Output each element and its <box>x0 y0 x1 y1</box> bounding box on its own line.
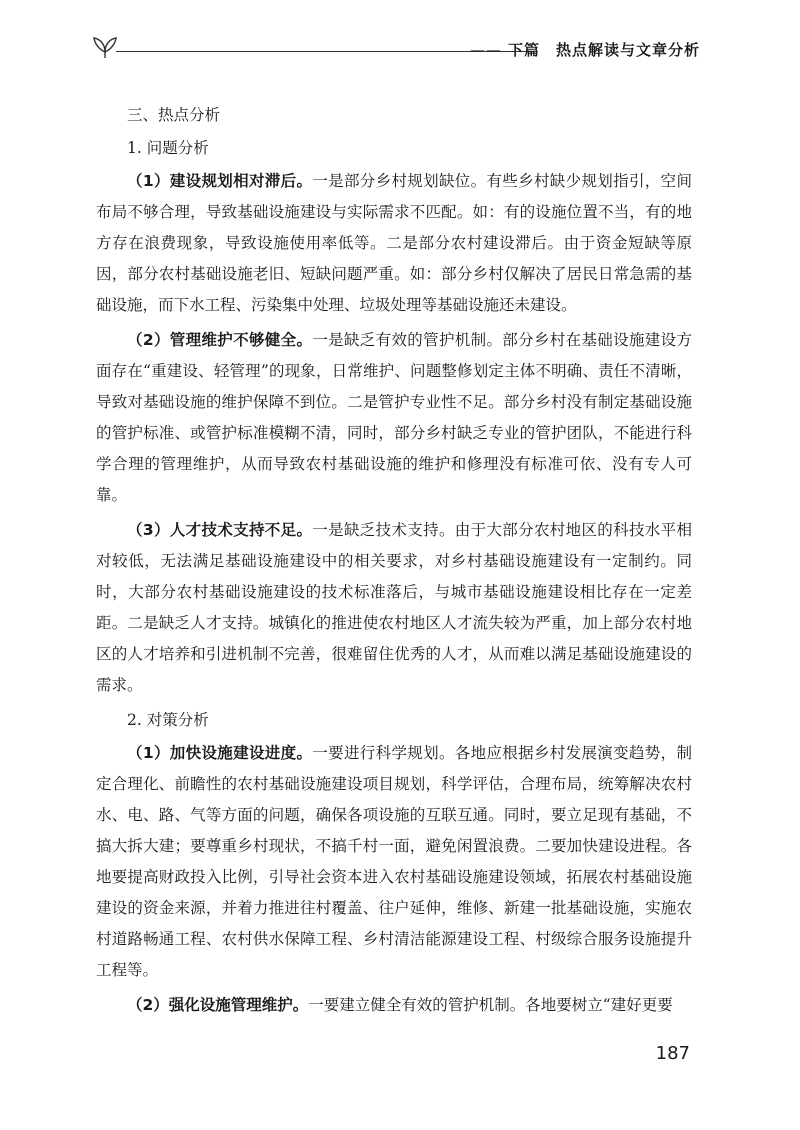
leaf-ornament-icon <box>90 30 120 60</box>
paragraph-maintenance <box>96 325 692 511</box>
header-section-title <box>470 39 700 60</box>
header-dash: —— <box>469 41 502 59</box>
header-section-label: 下篇 热点解读与文章分析 <box>507 41 700 59</box>
paragraph-lead: （1）加快设施建设进度。 <box>127 744 313 762</box>
paragraph-text: 一是缺乏技术支持。由于大部分农村地区的科技水平相对较低，无法满足基础设施建设中的相关要求，对乡村基础设施建设有一定制约。同时，大部分农村基础设施建设的技术标准落后，与城市基础设施建设相比存在一定差距。二是缺乏人才支持。城镇化的推进使农村地区人才流失较为严重，加上部分农村地区的人才培养和引进机制不完善，很难留住优秀的人才，从而难以满足基础设施建设的需求。 <box>96 521 692 694</box>
paragraph-text: 一是部分乡村规划缺位。有些乡村缺少规划指引，空间布局不够合理，导致基础设施建设与实际需求不匹配。如：有的设施位置不当，有的地方存在浪费现象，导致设施使用率低等。二是部分农村建设滞后。由于资金短缺等原因，部分农村基础设施老旧、短缺问题严重。如：部分乡村仅解决了居民日常急需的基础设施，而下水工程、污染集中处理、垃圾处理等基础设施还未建设。 <box>96 172 692 314</box>
paragraph-talent <box>96 515 692 701</box>
paragraph-construction <box>96 738 692 986</box>
paragraph-text: 一要建立健全有效的管护机制。各地要树立“建好更要 <box>308 996 673 1014</box>
section-title: 三、热点分析 <box>127 106 221 124</box>
paragraph-management <box>96 990 692 1021</box>
paragraph-text: 一是缺乏有效的管护机制。部分乡村在基础设施建设方面存在“重建设、轻管理”的现象，日常维护、问题整修划定主体不明确、责任不清晰，导致对基础设施的维护保障不到位。二是管护专业性不足。部分乡村没有制定基础设施的管护标准、或管护标准模糊不清，同时，部分乡村缺乏专业的管护团队，不能进行科学合理的管理维护，从而导致农村基础设施的维护和修理没有标准可依、没有专人可靠。 <box>96 331 692 504</box>
running-header <box>90 26 700 66</box>
paragraph-text: 一要进行科学规划。各地应根据乡村发展演变趋势，制定合理化、前瞻性的农村基础设施建设项目规划，科学评估，合理布局，统筹解决农村水、电、路、气等方面的问题，确保各项设施的互联互通。同时，要立足现有基础，不搞大拆大建；要尊重乡村现状，不搞千村一面，避免闲置浪费。二要加快建设进程。各地要提高财政投入比例，引导社会资本进入农村基础设施建设领域，拓展农村基础设施建设的资金来源，并着力推进往村覆盖、往户延伸，维修、新建一批基础设施，实施农村道路畅通工程、农村供水保障工程、乡村清洁能源建设工程、村级综合服务设施提升工程等。 <box>96 744 692 979</box>
paragraph-lead: （1）建设规划相对滞后。 <box>127 172 313 190</box>
paragraph-lead: （2）强化设施管理维护。 <box>127 996 309 1014</box>
paragraph-lead: （2）管理维护不够健全。 <box>127 331 313 349</box>
paragraph-planning <box>96 166 692 321</box>
subsection-title-problem-analysis: 1. 问题分析 <box>127 139 209 157</box>
subsection-title-countermeasures: 2. 对策分析 <box>127 711 209 729</box>
page-number: 187 <box>655 1043 690 1064</box>
page-body <box>96 100 692 1025</box>
paragraph-lead: （3）人才技术支持不足。 <box>127 521 313 539</box>
